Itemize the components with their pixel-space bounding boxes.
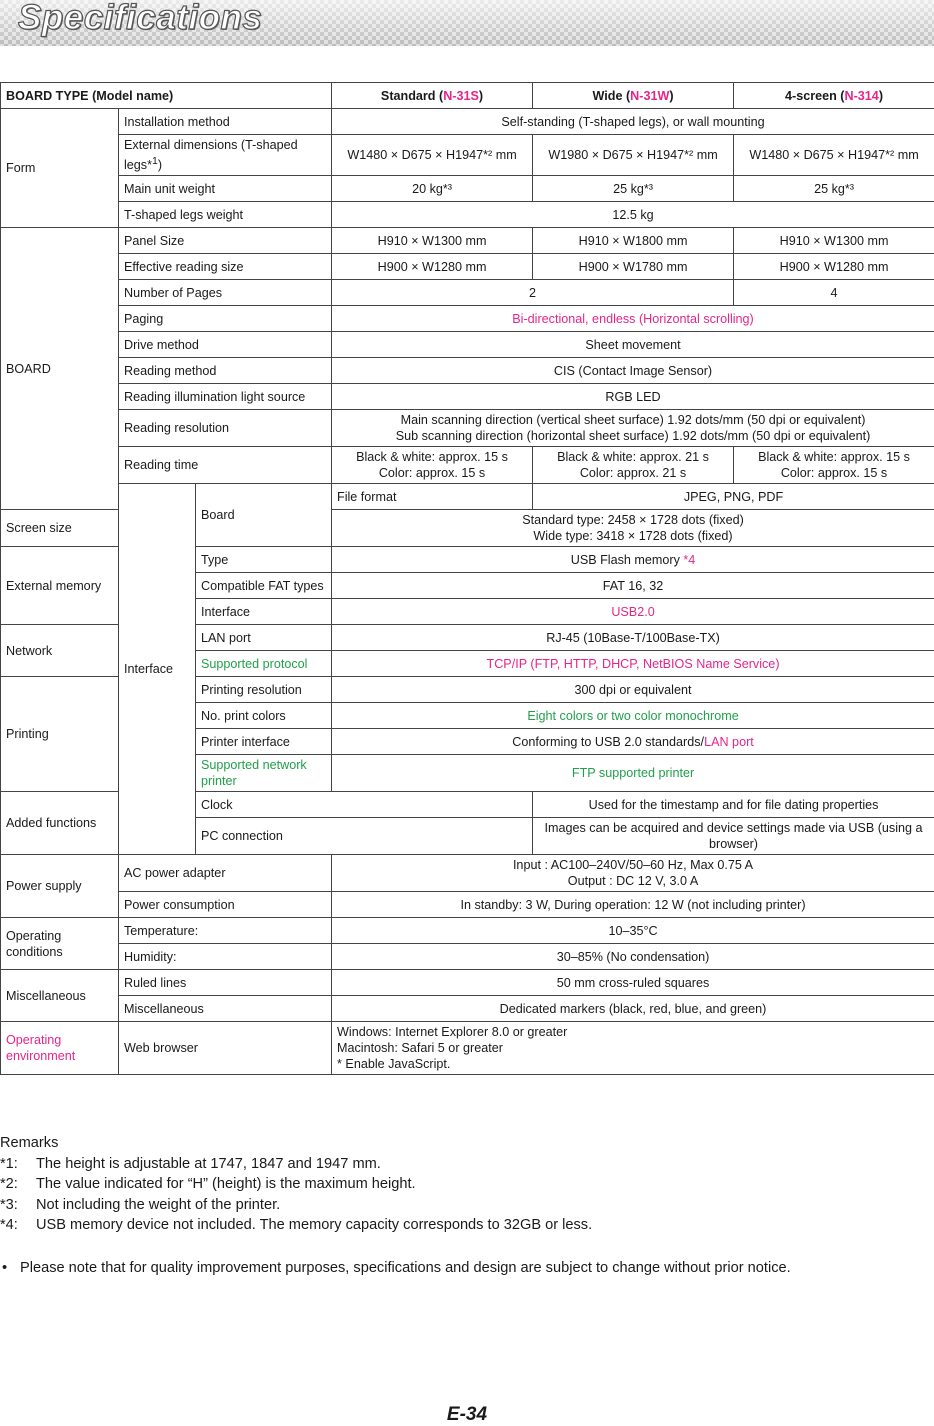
row-label: External dimensions (T-shaped legs*$^1$) [119,135,332,176]
remark-note: *1: The height is adjustable at 1747, 1847 and 1947 mm. [0,1155,381,1172]
row-value: Self-standing (T-shaped legs), or wall mounting [332,109,934,135]
row-label: Installation method [119,109,332,135]
table-row [1,109,934,135]
row-label: Interface [196,599,332,625]
row-value: 12.5 kg [332,202,934,228]
row-value-standard-wide: 2 [332,280,734,306]
row-value-4-screen: 25 kg*³ [734,176,934,202]
row-label: Reading method [119,358,332,384]
row-value-4-screen: W1480 × D675 × H1947*² mm [734,135,934,176]
row-label: Printing resolution [196,677,332,703]
row-value: FAT 16, 32 [332,573,934,599]
table-row [1,384,934,410]
row-label: LAN port [196,625,332,651]
row-label: Humidity: [119,944,332,970]
row-label: Paging [119,306,332,332]
subgroup-board: Board [196,484,332,547]
group-power-supply: Power supply [1,855,119,918]
notice-bullet: • Please note that for quality improvement purposes, specifications and design are subject to change without prior notice. [2,1259,791,1276]
table-row [1,280,934,306]
table-row [1,228,934,254]
remark-note: *4: USB memory device not included. The memory capacity corresponds to 32GB or less. [0,1217,593,1233]
row-value: Eight colors or two color monochrome [332,703,934,729]
row-label: Reading resolution [119,410,332,447]
row-value: Input : AC100–240V/50–60 Hz, Max 0.75 A Output : DC 12 V, 3.0 A [332,855,934,892]
row-value: Bi-directional, endless (Horizontal scrolling) [332,306,934,332]
group-board: BOARD [1,228,119,510]
remarks-title: Remarks [0,1135,59,1151]
header-standard: Standard (N-31S) [332,83,533,109]
group-operating-environment: Operating environment [1,1022,119,1075]
group-miscellaneous: Miscellaneous [1,970,119,1022]
row-value: Standard type: 2458 × 1728 dots (fixed) Wide type: 3418 × 1728 dots (fixed) [332,510,934,547]
row-value-standard: W1480 × D675 × H1947*² mm [332,135,533,176]
row-label: Supported protocol [196,651,332,677]
table-row [1,202,934,228]
remark-note: *3: Not including the weight of the printer. [0,1196,281,1213]
row-value: 10–35°C [332,918,934,944]
table-row [1,254,934,280]
row-value-4-screen: H900 × W1280 mm [734,254,934,280]
group-interface: Interface [119,484,196,855]
header-banner [0,0,934,46]
table-row [1,135,934,176]
row-label: Supported network printer [196,755,332,792]
table-row [1,484,934,510]
table-row [1,944,934,970]
subgroup-network: Network [1,625,119,677]
row-value: 300 dpi or equivalent [332,677,934,703]
row-value: FTP supported printer [332,755,934,792]
row-value-standard: Black & white: approx. 15 s Color: approx. 15 s [332,447,533,484]
table-row [1,410,934,447]
table-row [1,892,934,918]
row-label: Type [196,547,332,573]
row-label: Main unit weight [119,176,332,202]
header-board-type: BOARD TYPE (Model name) [1,83,332,109]
row-value: RGB LED [332,384,934,410]
row-label: Miscellaneous [119,996,332,1022]
group-form: Form [1,109,119,228]
remarks-section [0,1133,934,1278]
row-label: Clock [196,792,533,818]
group-added-functions: Added functions [1,792,119,855]
row-value: In standby: 3 W, During operation: 12 W (not including printer) [332,892,934,918]
page-title: Specifications [18,0,263,37]
table-row [1,918,934,944]
page-number: E-34 [446,1404,488,1425]
subgroup-external-memory: External memory [1,547,119,625]
row-label: Printer interface [196,729,332,755]
table-row [1,332,934,358]
row-value: Conforming to USB 2.0 standards/LAN port [332,729,934,755]
row-value: 30–85% (No condensation) [332,944,934,970]
table-row [1,970,934,996]
row-value-wide: Black & white: approx. 21 s Color: approx. 21 s [533,447,734,484]
row-value-4-screen: 4 [734,280,934,306]
header-wide: Wide (N-31W) [533,83,734,109]
group-operating-conditions: Operating conditions [1,918,119,970]
row-label: File format [332,484,533,510]
row-value: Images can be acquired and device settings made via USB (using a browser) [533,818,934,855]
table-row [1,447,934,484]
table-row [1,176,934,202]
row-label: Compatible FAT types [196,573,332,599]
table-row [1,358,934,384]
row-label: Web browser [119,1022,332,1075]
row-value-4-screen: Black & white: approx. 15 s Color: approx. 15 s [734,447,934,484]
table-row [1,306,934,332]
row-label: Ruled lines [119,970,332,996]
row-value-wide: H900 × W1780 mm [533,254,734,280]
row-value: CIS (Contact Image Sensor) [332,358,934,384]
row-value: Dedicated markers (black, red, blue, and green) [332,996,934,1022]
row-value: Sheet movement [332,332,934,358]
row-value-wide: 25 kg*³ [533,176,734,202]
row-value-standard: H900 × W1280 mm [332,254,533,280]
header-4-screen: 4-screen (N-314) [734,83,934,109]
row-label: No. print colors [196,703,332,729]
table-header-row [1,83,934,109]
row-value-4-screen: H910 × W1300 mm [734,228,934,254]
row-value: TCP/IP (FTP, HTTP, DHCP, NetBIOS Name Service) [332,651,934,677]
row-value: USB Flash memory *4 [332,547,934,573]
row-label: T-shaped legs weight [119,202,332,228]
subgroup-printing: Printing [1,677,119,792]
table-row [1,1022,934,1075]
row-label: Drive method [119,332,332,358]
table-row [1,855,934,892]
row-label: Effective reading size [119,254,332,280]
row-value-standard: 20 kg*³ [332,176,533,202]
remark-note: *2: The value indicated for “H” (height) is the maximum height. [0,1176,416,1192]
row-value: Used for the timestamp and for file dating properties [533,792,934,818]
row-label: PC connection [196,818,533,855]
row-value: USB2.0 [332,599,934,625]
table-row [1,996,934,1022]
row-label: Reading time [119,447,332,484]
row-label: AC power adapter [119,855,332,892]
row-label: Number of Pages [119,280,332,306]
row-label: Reading illumination light source [119,384,332,410]
row-label: Screen size [1,510,119,547]
row-value-wide: W1980 × D675 × H1947*² mm [533,135,734,176]
row-value: Main scanning direction (vertical sheet surface) 1.92 dots/mm (50 dpi or equivalent) Sub scanning direction (horizontal sheet surface) 1.92 dots/mm (50 dpi or equivalent) [332,410,934,447]
row-value: Windows: Internet Explorer 8.0 or greater Macintosh: Safari 5 or greater * Enable JavaScript. [332,1022,934,1075]
row-value-standard: H910 × W1300 mm [332,228,533,254]
row-label: Temperature: [119,918,332,944]
row-value: JPEG, PNG, PDF [533,484,934,510]
spec-table [0,82,934,1075]
row-value-wide: H910 × W1800 mm [533,228,734,254]
row-value: 50 mm cross-ruled squares [332,970,934,996]
row-label: Power consumption [119,892,332,918]
row-value: RJ-45 (10Base-T/100Base-TX) [332,625,934,651]
row-label: Panel Size [119,228,332,254]
